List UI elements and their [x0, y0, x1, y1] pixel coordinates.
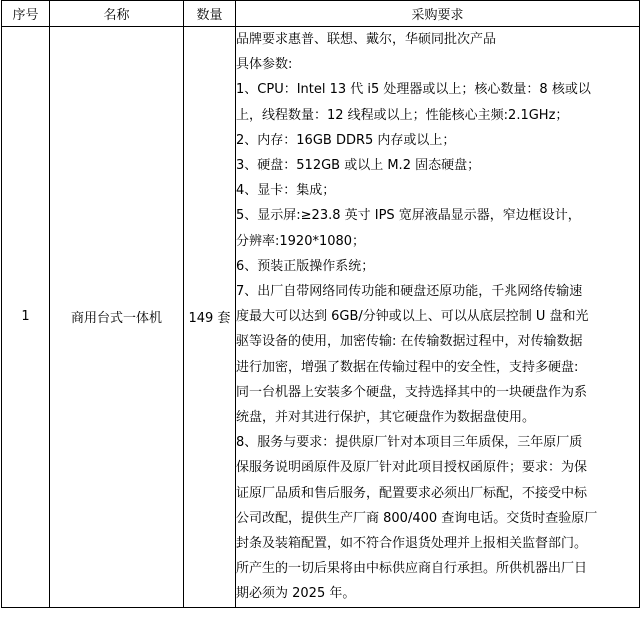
requirement-line: 上，线程数量：12 线程或以上；性能核心主频:2.1GHz； [236, 107, 569, 123]
requirement-line: 统盘，并对其进行保护，其它硬盘作为数据盘使用。 [236, 410, 536, 426]
requirement-line: 具体参数: [236, 57, 293, 73]
requirement-line: 7、出厂自带网络同传功能和硬盘还原功能，千兆网络传输速 [236, 284, 583, 300]
requirement-line: 5、显示屏:≥23.8 英寸 IPS 宽屏液晶显示器，窄边框设计， [236, 208, 581, 224]
procurement-table [1, 0, 640, 608]
requirement-line: 4、显卡：集成； [236, 183, 336, 199]
requirement-line: 3、硬盘：512GB 或以上 M.2 固态硬盘； [236, 158, 481, 174]
row-quantity: 149 套 [184, 27, 236, 608]
table-row [2, 27, 640, 608]
requirement-line: 期必须为 2025 年。 [236, 586, 356, 602]
requirement-line: 公司改配，提供生产厂商 800/400 查询电话。交货时查验原厂 [236, 510, 598, 526]
requirement-line: 2、内存：16GB DDR5 内存或以上； [236, 132, 456, 148]
requirement-line: 分辨率:1920*1080； [236, 233, 366, 249]
requirement-line: 封条及装箱配置，如不符合作退货处理并上报相关监督部门。 [236, 536, 588, 552]
requirement-line: 保服务说明函原件及原厂针对此项目授权函原件；要求：为保 [236, 460, 588, 476]
requirement-line: 驱等设备的使用，加密传输: 在传输数据过程中，对传输数据 [236, 334, 583, 350]
header-quantity: 数量 [184, 1, 236, 27]
header-requirements: 采购要求 [236, 1, 640, 27]
row-requirements [236, 27, 640, 608]
header-row [2, 1, 640, 27]
row-name: 商用台式一体机 [50, 27, 184, 608]
requirement-line: 进行加密，增强了数据在传输过程中的安全性，支持多硬盘: [236, 359, 579, 375]
requirement-line: 同一台机器上安装多个硬盘，支持选择其中的一块硬盘作为系 [236, 384, 588, 400]
row-index: 1 [2, 27, 50, 608]
requirement-line: 证原厂品质和售后服务，配置要求必须出厂标配，不接受中标 [236, 485, 588, 501]
requirement-line: 6、预装正版操作系统； [236, 258, 375, 274]
requirement-line: 8、服务与要求：提供原厂针对本项目三年质保，三年原厂质 [236, 435, 583, 451]
requirement-line: 1、CPU：Intel 13 代 i5 处理器或以上；核心数量：8 核或以 [236, 82, 591, 98]
header-name: 名称 [50, 1, 184, 27]
requirement-line: 品牌要求惠普、联想、戴尔，华硕同批次产品 [236, 32, 497, 47]
requirement-line: 度最大可以达到 6GB/分钟或以上、可以从底层控制 U 盘和光 [236, 309, 589, 325]
requirement-line: 所产生的一切后果将由中标供应商自行承担。所供机器出厂日 [236, 561, 588, 577]
header-index: 序号 [2, 1, 50, 27]
